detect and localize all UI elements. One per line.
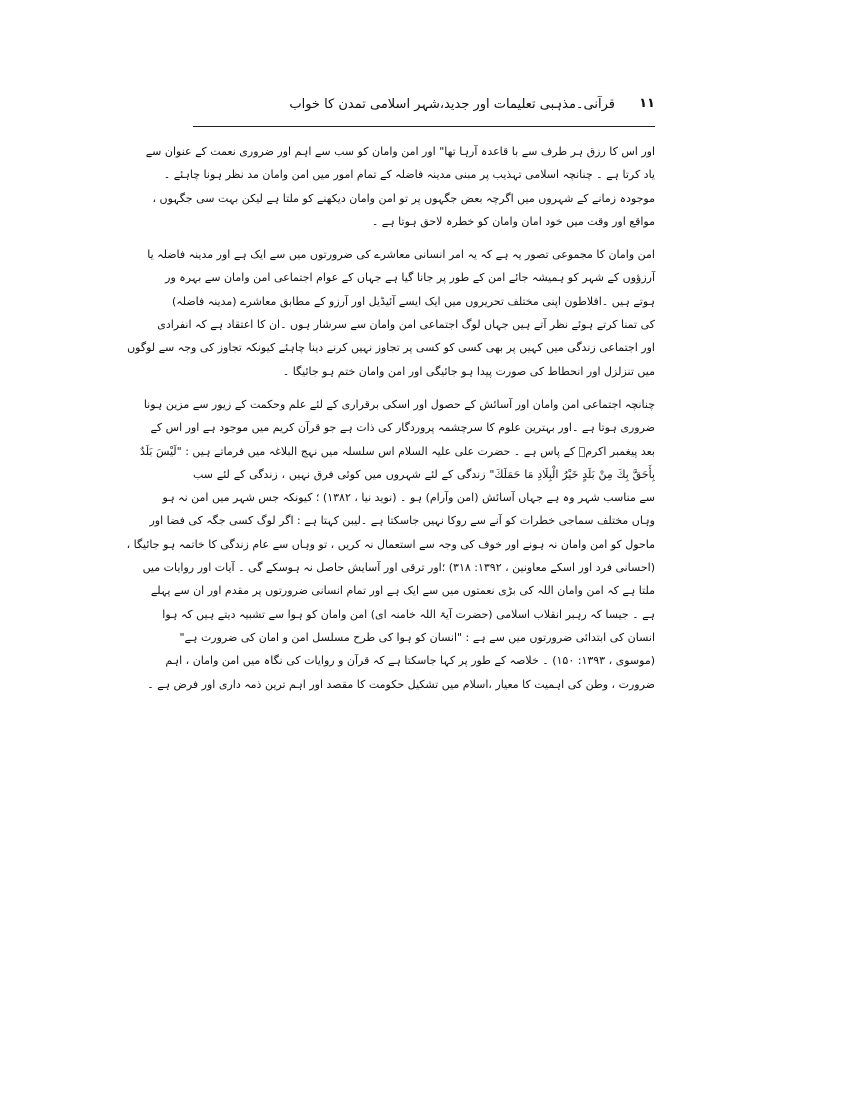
text-line: انسان کی ابتدائی ضرورتوں میں سے ہے : "انسان کو ہوا کی طرح مسلسل امن و امان کی ضرورت ہے" <box>179 630 655 644</box>
header-rule <box>193 126 655 127</box>
text-line: سے مناسب شہر وہ ہے جہاں آسائش (امن وآرام) ہو ۔ (نوید نیا ، ۱۳۸۲) ؛ کیونکہ جس شہر میں امن نہ ہو <box>162 491 655 505</box>
text-line: امن وامان کا مجموعی تصور یہ ہے کہ یہ امر انسانی معاشرے کی ضرورتوں میں سے ایک ہے اور مدینہ فاضلہ یا <box>147 248 655 262</box>
text-line: ماحول کو امن وامان نہ ہونے اور خوف کی وجہ سے استعمال نہ کریں ، تو وہاں سے عام زندگی کا خاتمہ ہو جائیگا ، <box>126 537 655 551</box>
text-line: اور اس کا رزق ہر طرف سے با قاعدہ آرہا تھا" اور امن وامان کو سب سے اہم اور ضروری نعمت کے عنوان سے <box>145 145 655 158</box>
paragraph-1 <box>145 140 655 233</box>
text-line: ہے ۔ جیسا کہ رہبر انقلاب اسلامی (حضرت آیۃ اللہ خامنہ ای) امن وامان کو ہوا سے تشبیہ دیتے ہیں کہ ہوا <box>162 607 655 621</box>
text-line: بِأَحَقَّ بِكَ مِنْ بَلَدٍ خَيْرُ الْبِلَادِ مَا حَمَلَكَ" زندگی کے لئے شہروں میں کوئی فرق نہیں ، زندگی کے لئے سب <box>193 467 655 481</box>
text-line: ملتا ہے کہ امن وامان اللہ کی بڑی نعمتوں میں سے ایک ہے اور تمام انسانی ضرورتوں پر مقدم اور ان سے پہلے <box>150 584 655 598</box>
page-header <box>193 92 655 120</box>
running-title: قرآنی۔مذہبی تعلیمات اور جدید،شہر اسلامی تمدن کا خواب <box>289 97 615 112</box>
text-line: مواقع اور وقت میں خود امان وامان کو خطرہ لاحق ہوتا ہے ۔ <box>371 214 655 228</box>
text-line: ہوتے ہیں ۔افلاطون اپنی مختلف تحریروں میں ایک ایسے آئیڈیل اور آرزو کے مطابق معاشرے (مدینہ فاضلہ) <box>171 294 655 308</box>
text-line: (احسانی فرد اور اسکے معاونین ، ۱۳۹۲: ۳۱۸) ؛اور ترقی اور آسایش حاصل نہ ہوسکے گی ۔ آیات اور روایات میں <box>142 561 655 575</box>
text-line: آرزؤوں کے شہر کو ہمیشہ جائے امن کے طور پر جانا گیا ہے جہاں کے عوام اجتماعی امن وامان سے بہرہ ور <box>165 271 655 285</box>
text-line: وہاں مختلف سماجی خطرات کو آنے سے روکا نہیں جاسکتا ہے ۔لیبن کہتا ہے : اگر لوگ کسی جگہ کی فضا اور <box>149 514 655 528</box>
paragraph-2 <box>127 243 655 383</box>
body-text <box>126 140 655 706</box>
text-line: اور اجتماعی زندگی میں کہیں پر بھی کسی کو کسی پر تجاوز نہیں کرنے دینا چاہئے کیونکہ تجاوز کی وجہ سے لوگوں <box>127 341 655 355</box>
text-line: بعد پیغمبر اکرمؐ کے پاس ہے ۔ حضرت علی علیہ السلام اس سلسلہ میں نہج البلاغہ میں فرماتے ہیں : "لَيْسَ بَلَدٌ <box>139 444 655 458</box>
text-line: یاد کرتا ہے ۔ چنانچہ اسلامی تہذیب پر مبنی مدینہ فاضلہ کے تمام امور میں امن وامان مد نظر ہونا چاہئے ۔ <box>163 168 655 182</box>
text-line: (موسوی ، ۱۳۹۳: ۱۵۰) ۔ خلاصہ کے طور پر کہا جاسکتا ہے کہ قرآن و روایات کی نگاہ میں امن وامان ، اہم <box>165 654 655 668</box>
paragraph-3 <box>126 393 655 696</box>
text-line: موجودہ زمانے کے شہروں میں اگرچہ بعض جگہوں پر تو امن وامان دیکھنے کو ملتا ہے لیکن بہت سی جگہوں ، <box>152 191 655 205</box>
text-line: میں تنزلزل اور انحطاط کی صورت پیدا ہو جائیگی اور امن وامان ختم ہو جائیگا ۔ <box>282 364 655 378</box>
text-line: ضروری ہوتا ہے ۔اور بہترین علوم کا سرچشمہ پروردگار کی ذات ہے جو قرآن کریم میں موجود ہے اور اس کے <box>150 421 655 435</box>
text-line: کی تمنا کرتے ہوئے نظر آتے ہیں جہاں لوگ اجتماعی امن وامان سے سرشار ہوں ۔ان کا اعتقاد ہے کہ انفرادی <box>157 318 655 332</box>
text-line: ضرورت ، وطن کی اہمیت کا معیار ،اسلام میں تشکیل حکومت کا مقصد اور اہم ترین ذمہ داری اور فرض ہے ۔ <box>147 677 655 691</box>
text-line: چنانچہ اجتماعی امن وامان اور آسائش کے حصول اور اسکی برقراری کے لئے علم وحکمت کے زیور سے مزین ہونا <box>143 397 655 411</box>
page-number: ۱۱ <box>639 96 655 111</box>
